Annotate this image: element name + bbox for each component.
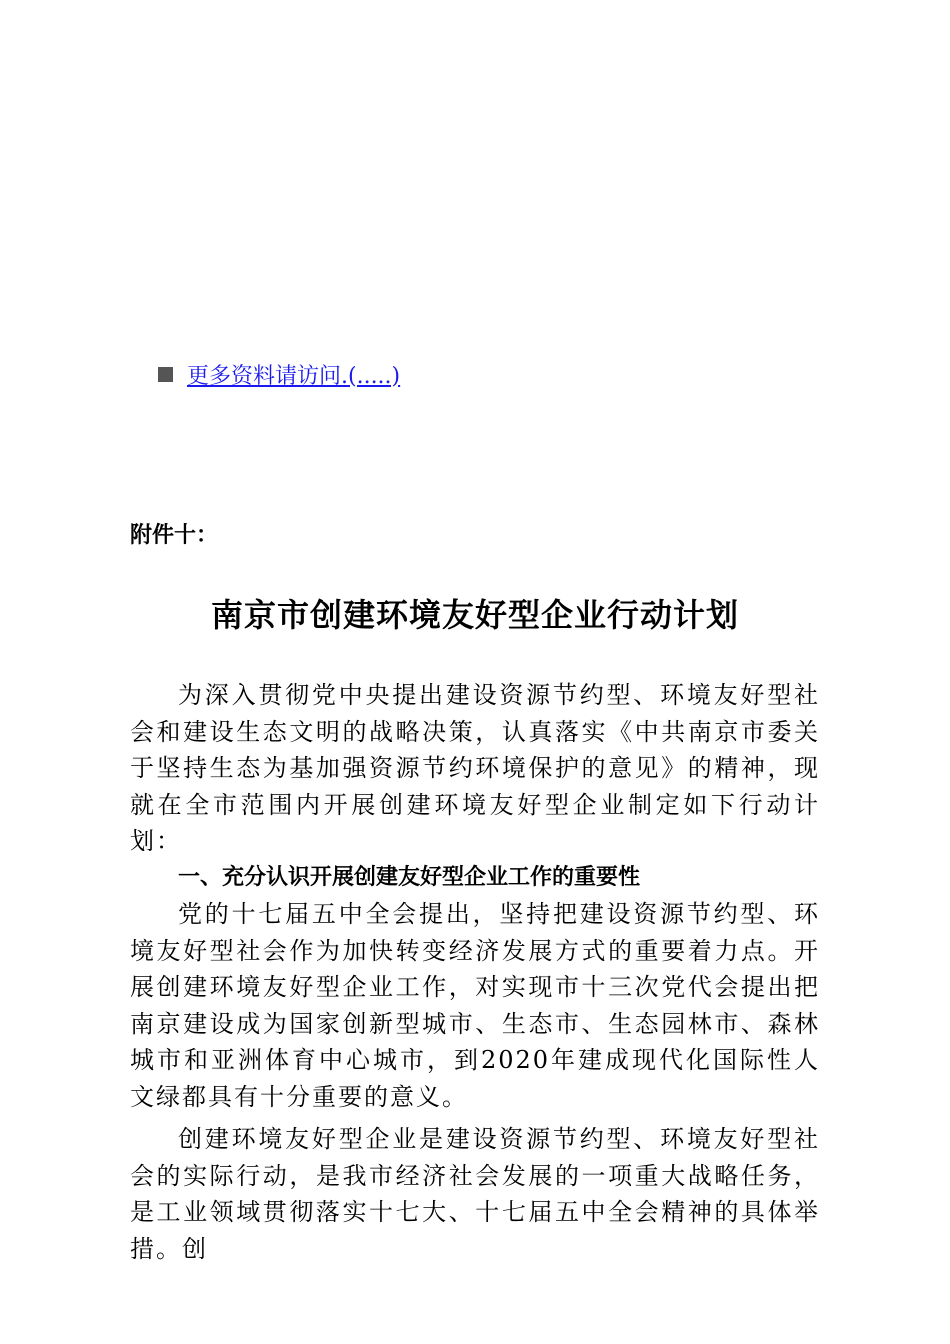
body-paragraph: 党的十七届五中全会提出，坚持把建设资源节约型、环境友好型社会作为加快转变经济发展方式的重要着力点。开展创建环境友好型企业工作，对实现市十三次党代会提出把南京建设成为国家创新型城市、生态市、生态园林市、森林城市和亚洲体育中心城市，到2020年建成现代化国际性人文绿都具有十分重要的意义。 [130,900,820,1111]
intro-paragraph: 为深入贯彻党中央提出建设资源节约型、环境友好型社会和建设生态文明的战略决策，认真落实《中共南京市委关于坚持生态为基加强资源节约环境保护的意见》的精神，现就在全市范围内开展创建环境友好型企业制定如下行动计划： [130,681,820,855]
document-title: 南京市创建环境友好型企业行动计划 [210,596,739,634]
body-paragraph: 创建环境友好型企业是建设资源节约型、环境友好型社会的实际行动，是我市经济社会发展的一项重大战略任务，是工业领域贯彻落实十七大、十七届五中全会精神的具体举措。创 [130,1125,820,1263]
section-heading: 一、充分认识开展创建友好型企业工作的重要性 [178,864,641,890]
document-body [130,677,820,1267]
square-bullet-icon [158,367,173,382]
attachment-label: 附件十： [130,523,219,548]
more-info-link-row [158,356,400,392]
more-info-link[interactable]: 更多资料请访问.(.....) [187,363,401,389]
